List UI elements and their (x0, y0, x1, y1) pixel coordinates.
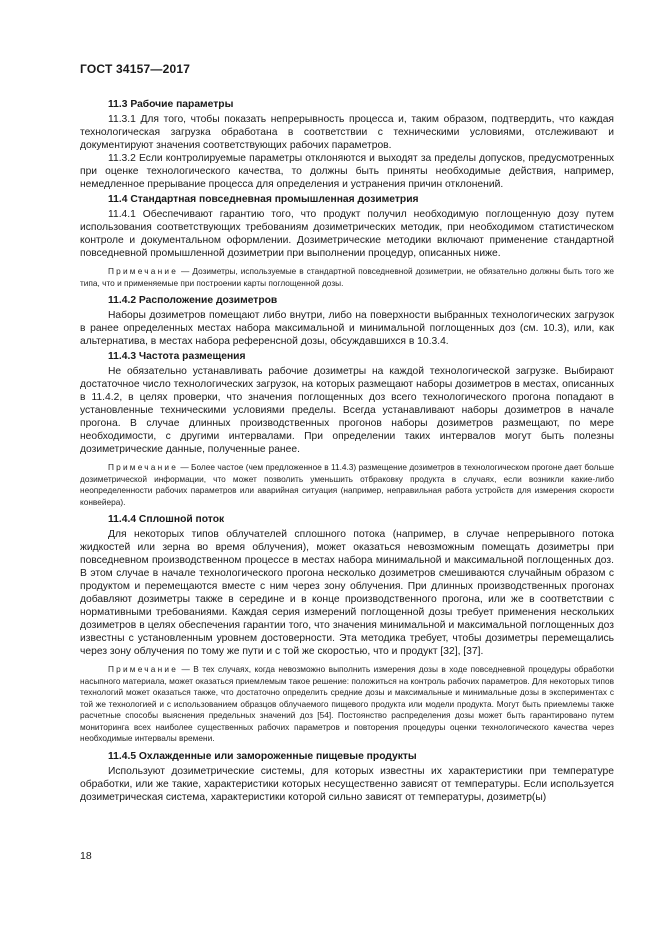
paragraph: 11.4.1 Обеспечивают гарантию того, что продукт получил необходимую поглощенную дозу путем использования соответствующих требованиям дозиметрических методик, при необходимом статистическом контроле и документальном оформлении. Дозиметрические методики включают применение стандартной повседневной промышленной дозиметрии при выполнении процедур, описанных ниже. (80, 209, 614, 259)
section-heading: 11.4.4 Сплошной поток (108, 514, 225, 525)
paragraph: 11.3.1 Для того, чтобы показать непрерывность процесса и, таким образом, подтвердить, что каждая технологическая загрузка обработана в соответствии с техническими условиями, отслеживают и документируют значения соответствующих рабочих параметров. (80, 114, 614, 151)
paragraph: 11.3.2 Если контролируемые параметры отклоняются и выходят за пределы допусков, предусмотренных при оценке технологического качества, то должны быть приняты необходимые действия, например, немедленное прерывание процесса для определения и устранения причин отклонений. (80, 153, 614, 190)
section-heading: 11.4.5 Охлажденные или замороженные пищевые продукты (108, 750, 417, 762)
section-heading: 11.3 Рабочие параметры (108, 99, 234, 110)
note (80, 462, 614, 508)
note (80, 266, 614, 289)
section-heading: 11.4.2 Расположение дозиметров (108, 295, 278, 306)
paragraph: Наборы дозиметров помещают либо внутри, либо на поверхности выбранных технологических загрузок в ранее определенных местах набора максимальной и минимальной поглощенных доз (см. 10.3), или, как альтернатива, в местах набора референсной дозы, обсуждавшихся в 10.3.4. (80, 310, 614, 347)
section-heading: 11.4 Стандартная повседневная промышленная дозиметрия (108, 194, 419, 205)
note-label: Примечание (108, 664, 179, 674)
page-number: 18 (80, 850, 92, 862)
document-body (80, 96, 614, 804)
section-heading: 11.4.3 Частота размещения (108, 351, 246, 362)
note-label: Примечание (108, 462, 179, 472)
paragraph: Не обязательно устанавливать рабочие дозиметры на каждой технологической загрузке. Выбирают достаточное число технологических загрузок, на которых размещают наборы дозиметров в местах, описанных в 11.4.2, в целях проверки, что значения поглощенных доз всего технологического прогона попадают в установленные техническими условиями пределы. Всегда устанавливают наборы дозиметров в начале прогона. В случае длинных производственных прогонов наборы дозиметров размещают, по мере необходимости, с другими интервалами. При определении таких интервалов могут быть полезны дозиметрические данные, полученные ранее. (80, 366, 614, 455)
note-text: — В тех случаях, когда невозможно выполнить измерения дозы в ходе повседневной процедуры обработки насыпного материала, может оказаться приемлемым такое решение: положиться на контроль рабочих параметров. Для некоторых типов технологий может оказаться также, что достаточно определить средние дозы и максимальные и минимальные дозы в экспериментах с той же технологией и с использованием образцов облучаемого пищевого продукта или модели продукта. Могут быть приемлемы также расчетные способы выяснения предельных значений доз [54]. Постоянство распределения дозы может быть гарантировано путем мониторинга всех наиболее существенных рабочих параметров и повторения процедуры оценки технологического качества через необходимые интервалы времени. (80, 664, 614, 743)
note (80, 664, 614, 745)
document-header: ГОСТ 34157—2017 (80, 62, 191, 76)
note-label: Примечание (108, 266, 179, 276)
paragraph: Для некоторых типов облучателей сплошного потока (например, в случае непрерывного потока жидкостей или зерна во время облучения), может оказаться невозможным помещать дозиметры при повседневном производственном процессе в местах набора минимальной и максимальной поглощенных доз. В этом случае в начале технологического прогона несколько дозиметров смешиваются случайным образом с продуктом и перемещаются вместе с ним через зону облучения. При длинных производственных прогонах добавляют дозиметры также в середине и в конце производственного прогона, или же в соответствии с нормативными требованиями. Каждая серия измерений поглощенной дозы требует применения нескольких дозиметров в целях обеспечения гарантии того, что значения минимальной и максимальной поглощенных доз известны с установленным уровнем достоверности. Эта методика требует, чтобы дозиметры перемещались через зону облучения по тому же пути и с той же скоростью, что и продукт [32], [37]. (80, 529, 614, 657)
note-text: — Дозиметры, используемые в стандартной повседневной дозиметрии, не обязательно должны быть того же типа, что и применяемые при построении карты поглощенной дозы. (80, 266, 614, 288)
paragraph: Используют дозиметрические системы, для которых известны их характеристики при температуре обработки, или же такие, характеристики которых несущественно зависят от температуры. Если используется дозиметрическая система, характеристики которой сильно зависят от температуры, дозиметр(ы) (80, 765, 614, 803)
note-text: — Более частое (чем предложенное в 11.4.3) размещение дозиметров в технологическом прогоне дает больше дозиметрической информации, что может позволить уменьшить отбраковку продукта в случаях, если возникли какие-либо неопределенности рабочих параметров или аварийная ситуация (например, неправильная работа устройств для измерения скорости конвейера). (80, 462, 614, 507)
